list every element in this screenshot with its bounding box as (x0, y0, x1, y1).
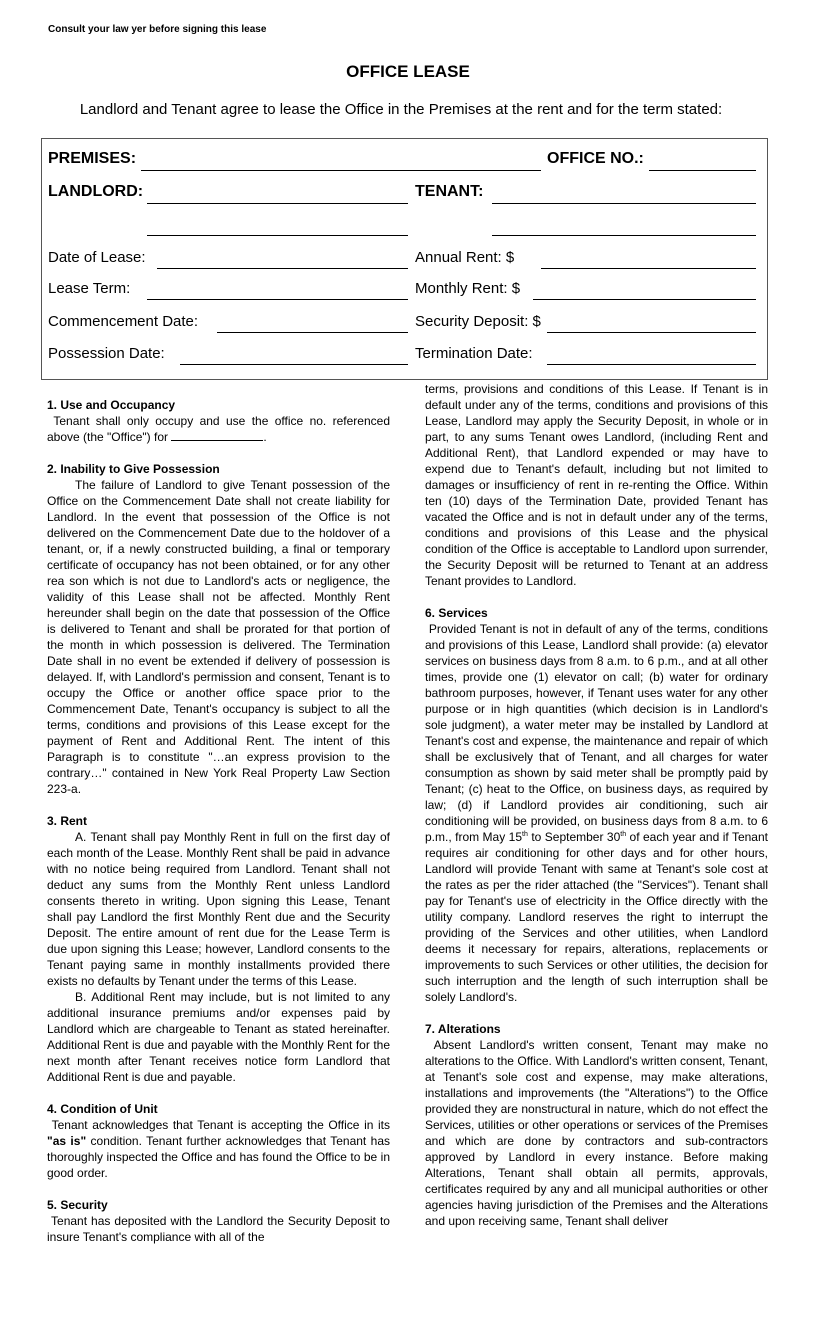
landlord-field[interactable] (147, 203, 408, 204)
lease-term-field[interactable] (147, 299, 408, 300)
section-6-part-1: Provided Tenant is not in default of any of the terms, conditions and provisions of this Lease, Landlord shall provide: (a) elevator services on business days from 8 a.m. to 6 p.m., and at all other times, provide one (1) elevator on call; (b) water for ordinary bathroom purposes, however, if Tenant uses water for any other purpose or in high quantities (which decision is in Landlord's sole judgment), a water meter may be installed by Landlord at Tenant's cost and expense, the maintenance and repair of which shall be exclusively that of Tenant, and all charges for water consumption as shown by said meter shall be promptly paid by Tenant; (c) heat to the Office, on business days, as required by law; (d) if Landlord provides air conditioning, such air conditioning will be provided, on business days from 8 a.m. to 6 p.m., from May 15 (425, 622, 768, 844)
date-of-lease-field[interactable] (157, 268, 408, 269)
commencement-date-field[interactable] (217, 332, 408, 333)
section-3b-text: B. Additional Rent may include, but is not limited to any additional insurance premiums and/or expenses paid by Landlord which are chargeable to Tenant as stated hereinafter. Additional Rent is due and payable with the Monthly Rent for the next month after Tenant receives notice form Landlord that Additional Rent is due and payable. (47, 990, 390, 1084)
office-no-field[interactable] (649, 170, 756, 171)
section-1-end: . (263, 430, 267, 444)
section-heading: 3. Rent (47, 814, 88, 828)
termination-date-field[interactable] (547, 364, 756, 365)
monthly-rent-label: Monthly Rent: $ (415, 280, 521, 297)
section-5-text (47, 1213, 390, 1245)
premises-label: PREMISES: (48, 150, 137, 167)
section-heading: 7. Alterations (425, 1022, 501, 1036)
landlord-label: LANDLORD: (48, 183, 144, 200)
section-5-continued: terms, provisions and conditions of this Lease. If Tenant is in default under any of the terms, conditions and provisions of this Lease, Landlord may apply the Security Deposit, in whole or in part, to any sums Tenant owes Landlord, (including Rent and Additional Rent), that Landlord expended or may have to expend due to Tenant's default, including but not limited to damages or insufficiency of rent in re-renting the Office. Within ten (10) days of the Termination Date, provided Tenant has vacated the Office and is not in default under any of the terms, conditions and provisions of this Lease and the physical condition of the Office is acceptable to Landlord upon surrender, the Security Deposit will be returned to Tenant at an address Tenant provides to Landlord. (425, 382, 768, 588)
page-subtitle: Landlord and Tenant agree to lease the Office in the Premises at the rent and for the term stated: (79, 101, 723, 118)
lease-term-label: Lease Term: (48, 280, 131, 297)
commencement-date-label: Commencement Date: (48, 313, 199, 330)
page-title: OFFICE LEASE (346, 62, 470, 81)
section-4-text (47, 1117, 390, 1181)
premises-field[interactable] (141, 170, 541, 171)
termination-date-label: Termination Date: (415, 345, 533, 362)
section-heading: 1. Use and Occupancy (47, 398, 176, 412)
section-heading: 6. Services (425, 606, 488, 620)
tenant-field[interactable] (492, 203, 756, 204)
section-4-pre: Tenant acknowledges that Tenant is accepting the Office in its (51, 1118, 390, 1132)
section-6-text (425, 621, 768, 1005)
security-deposit-label: Security Deposit: $ (415, 313, 541, 330)
section-4-bold: "as is" (47, 1134, 87, 1148)
possession-date-label: Possession Date: (48, 345, 165, 362)
section-4-post: condition. Tenant further acknowledges that Tenant has thoroughly inspected the Office and has found the Office to be in good order. (47, 1134, 391, 1180)
section-1-text (47, 413, 390, 445)
section-1-body: Tenant shall only occupy and use the office no. referenced above (the "Office") for (47, 414, 390, 444)
section-heading: 2. Inability to Give Possession (47, 462, 220, 476)
left-column (47, 397, 390, 1245)
annual-rent-label: Annual Rent: $ (415, 249, 515, 266)
section-6-part-3: of each year and if Tenant requires air conditioning for other days and for other hours, Landlord will provide Tenant with same at Tenant's sole cost at the rates as per the rider attached (the "Services"). Tenant shall pay for Tenant's use of electricity in the Office directly with the utility company. Landlord reserves the right to interrupt the providing of the Services and other utilities, when Landlord deems it necessary for repairs, alterations, replacements or improvements to such Services or other utilities, the decision for such interruption and the length of such interruption shall be solely Landlord's. (425, 830, 768, 1004)
section-heading: 4. Condition of Unit (47, 1102, 158, 1116)
section-heading: 5. Security (47, 1198, 108, 1212)
purpose-blank[interactable] (171, 429, 263, 441)
section-7-body: Absent Landlord's written consent, Tenant may make no alterations to the Office. With Landlord's written consent, Tenant, at Tenant's sole cost and expense, may make alterations, installations and improvements (the "Alterations") to the Office provided they are nonstructural in nature, which do not effect the Services, utilities or other operations or services of the Premises and which are done by contractors and sub-contractors approved by Landlord in every instance. Before making Alterations, Tenant shall obtain all permits, approvals, certificates required by any and all municipal authorities or other agencies having jurisdiction of the Premises and the Alterations and upon receiving same, Tenant shall deliver (425, 1038, 768, 1228)
superscript: th (620, 831, 627, 838)
section-2-text: The failure of Landlord to give Tenant possession of the Office on the Commencement Date shall not create liability for Landlord. In the event that possession of the Office is not delivered on the Commencement Date due to the holdover of a tenant, or, if a newly constructed building, a final or temporary certificate of occupancy has not been obtained, or for any other rea son which is not due to Landlord's acts or negligence, the validity of this Lease shall not be affected. Monthly Rent hereunder shall begin on the date that possession of the Office is delivered to Tenant and shall be prorated for that portion of the month in which possession is delivered. The Termination Date shall in no event be extended if delivery of possession is delayed. If, with Landlord's permission and consent, Tenant is to occupy the Office or another office space prior to the Commencement Date, Tenant's occupancy is subject to all the terms, conditions and provisions of this Lease except for the payment of Rent and Additional Rent. The intent of this Paragraph is to constitute "…an express provision to the contrary…" contained in New York Real Property Law Section 223-a. (47, 478, 390, 796)
superscript: th (522, 831, 528, 838)
right-column (425, 381, 768, 1229)
section-3a-text: A. Tenant shall pay Monthly Rent in full on the first day of each month of the Lease. Monthly Rent shall be paid in advance with no notice being required from Landlord. Tenant shall not deduct any sums from the Monthly Rent unless Landlord consents thereto in writing. Upon signing this Lease, Tenant shall pay Landlord the first Monthly Rent due and the Security Deposit. The entire amount of rent due for the Lease Term is due upon signing this Lease; however, Landlord consents to the Tenant paying same in monthly installments provided there exists no defaults by Tenant under the terms of this Lease. (47, 830, 390, 988)
tenant-label: TENANT: (415, 183, 484, 200)
tenant-field-line-2[interactable] (492, 235, 756, 236)
section-5-body: Tenant has deposited with the Landlord the Security Deposit to insure Tenant's compliance with all of the (47, 1214, 390, 1244)
date-of-lease-label: Date of Lease: (48, 249, 146, 266)
section-7-text (425, 1037, 768, 1229)
top-note: Consult your law yer before signing this lease (48, 24, 267, 35)
monthly-rent-field[interactable] (533, 299, 756, 300)
possession-date-field[interactable] (180, 364, 408, 365)
office-no-label: OFFICE NO.: (547, 150, 644, 167)
lease-details-box (41, 138, 768, 380)
annual-rent-field[interactable] (541, 268, 756, 269)
security-deposit-field[interactable] (547, 332, 756, 333)
landlord-field-line-2[interactable] (147, 235, 408, 236)
section-6-part-2: to September 30 (527, 830, 621, 844)
